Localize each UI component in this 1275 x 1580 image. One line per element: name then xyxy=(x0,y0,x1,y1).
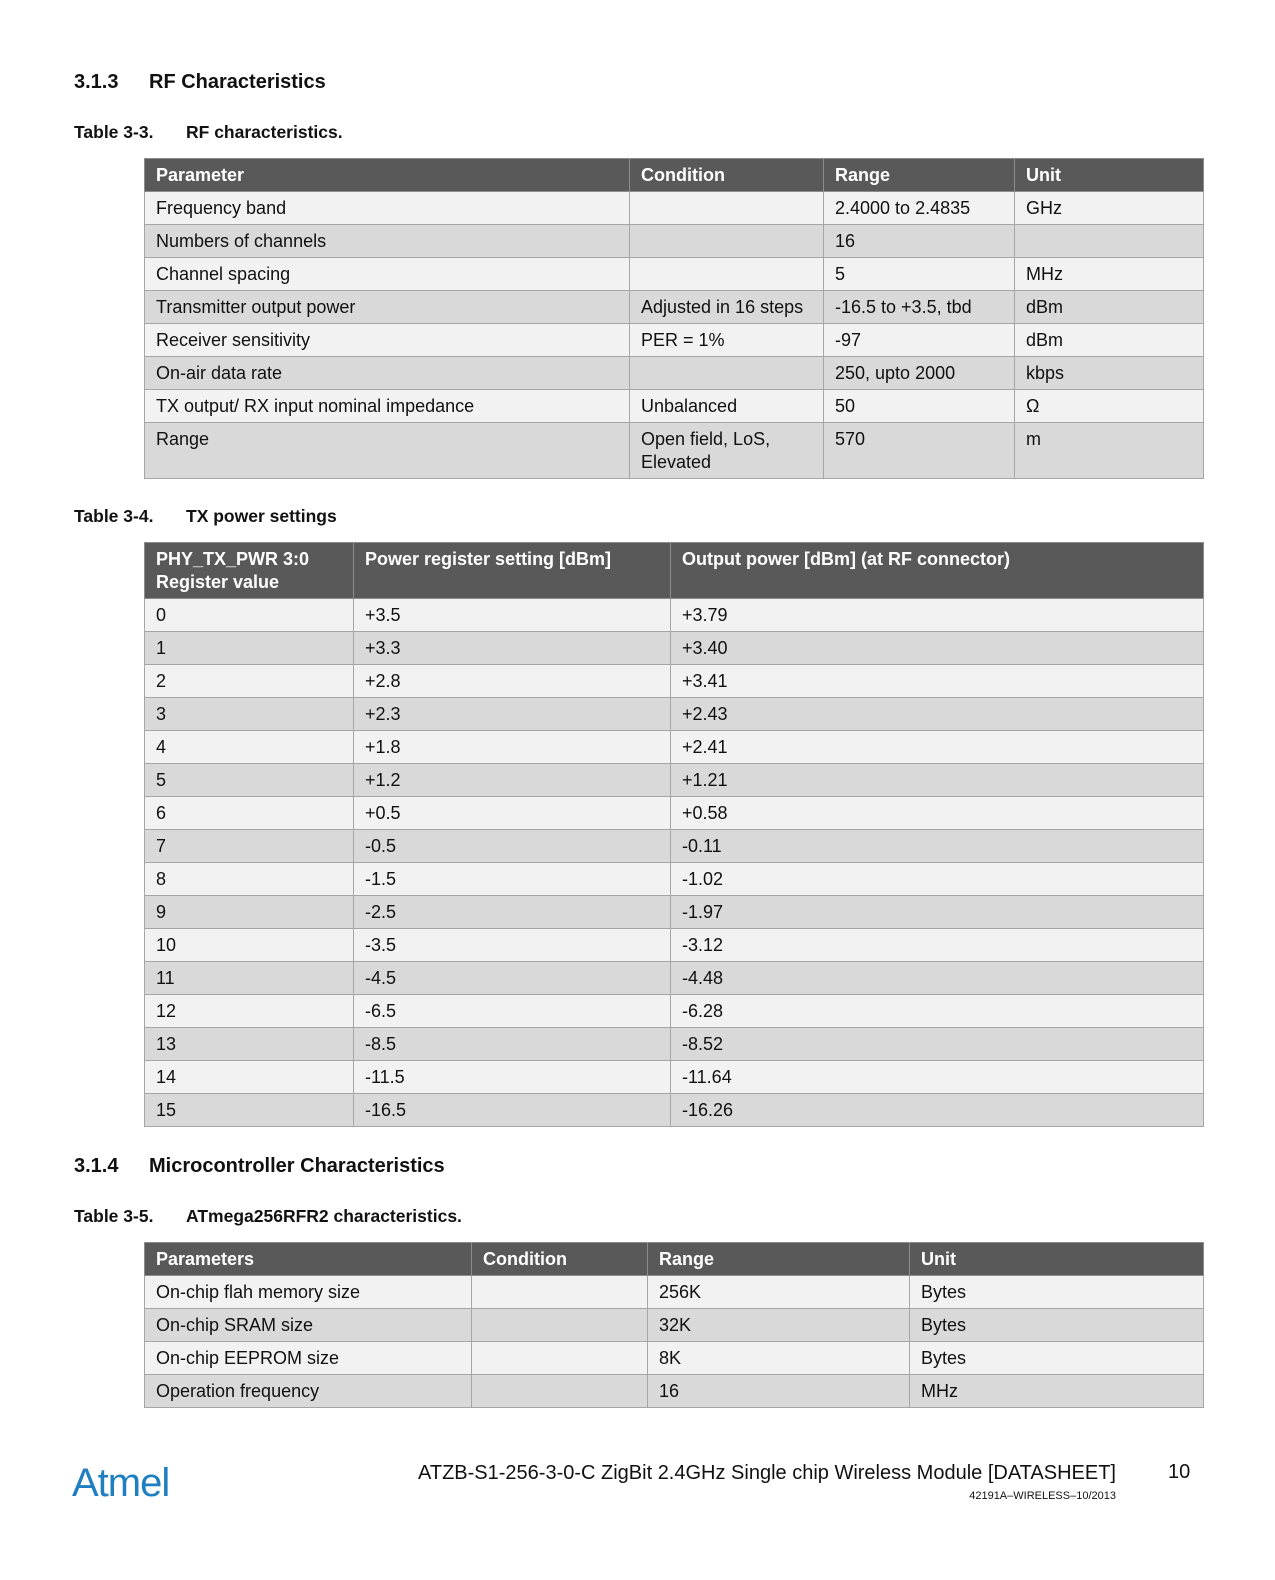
table-cell: +1.21 xyxy=(671,764,1204,797)
column-header: Condition xyxy=(630,159,824,192)
caption-number: Table 3-4. xyxy=(74,506,154,526)
table-row xyxy=(145,390,1204,423)
table-cell: Ω xyxy=(1015,390,1204,423)
table-row xyxy=(145,995,1204,1028)
caption-number: Table 3-3. xyxy=(74,122,154,142)
table-row xyxy=(145,764,1204,797)
table-cell xyxy=(1015,225,1204,258)
table-cell: -4.5 xyxy=(354,962,671,995)
caption-title: RF characteristics. xyxy=(186,122,343,142)
section-title: Microcontroller Characteristics xyxy=(149,1155,445,1177)
table-cell: Numbers of channels xyxy=(145,225,630,258)
table-cell: 9 xyxy=(145,896,354,929)
section-number: 3.1.3 xyxy=(74,71,119,93)
table-cell: 570 xyxy=(824,423,1015,479)
table-cell xyxy=(472,1276,648,1309)
table-cell: 15 xyxy=(145,1094,354,1127)
table-cell xyxy=(472,1342,648,1375)
atmel-logo xyxy=(72,1462,198,1507)
table-row xyxy=(145,192,1204,225)
table-cell: -16.5 to +3.5, tbd xyxy=(824,291,1015,324)
footer-title: ATZB-S1-256-3-0-C ZigBit 2.4GHz Single chip Wireless Module [DATASHEET] xyxy=(418,1462,1116,1484)
table-cell xyxy=(630,357,824,390)
table-header-row xyxy=(145,543,1204,599)
caption-number: Table 3-5. xyxy=(74,1206,154,1226)
table-cell: On-air data rate xyxy=(145,357,630,390)
table-cell: -11.5 xyxy=(354,1061,671,1094)
table-cell: 6 xyxy=(145,797,354,830)
table-cell: Bytes xyxy=(910,1276,1204,1309)
table-cell: +2.43 xyxy=(671,698,1204,731)
table-cell: 3 xyxy=(145,698,354,731)
table-cell xyxy=(630,192,824,225)
table-row xyxy=(145,665,1204,698)
table-cell: Bytes xyxy=(910,1342,1204,1375)
table-cell: 5 xyxy=(824,258,1015,291)
table-cell: +1.8 xyxy=(354,731,671,764)
table-cell: -11.64 xyxy=(671,1061,1204,1094)
table-row xyxy=(145,1342,1204,1375)
table-cell: +2.41 xyxy=(671,731,1204,764)
table-cell: Transmitter output power xyxy=(145,291,630,324)
table-cell: Operation frequency xyxy=(145,1375,472,1408)
column-header: Output power [dBm] (at RF connector) xyxy=(671,543,1204,599)
table-cell xyxy=(472,1309,648,1342)
table-cell: Bytes xyxy=(910,1309,1204,1342)
table-row xyxy=(145,1276,1204,1309)
table-cell: -97 xyxy=(824,324,1015,357)
table-row xyxy=(145,830,1204,863)
table-cell: Channel spacing xyxy=(145,258,630,291)
table-cell: -2.5 xyxy=(354,896,671,929)
table-cell: +2.3 xyxy=(354,698,671,731)
table-row xyxy=(145,896,1204,929)
section-number: 3.1.4 xyxy=(74,1155,119,1177)
table-cell: On-chip EEPROM size xyxy=(145,1342,472,1375)
table-cell: +0.58 xyxy=(671,797,1204,830)
tx-power-settings-table xyxy=(144,542,1204,1127)
table-cell: -4.48 xyxy=(671,962,1204,995)
table-cell: Open field, LoS, Elevated xyxy=(630,423,824,479)
table-cell: GHz xyxy=(1015,192,1204,225)
table-row xyxy=(145,962,1204,995)
table-cell: -6.28 xyxy=(671,995,1204,1028)
section-title: RF Characteristics xyxy=(149,71,326,93)
section-heading-rf xyxy=(74,71,326,94)
table-cell: 13 xyxy=(145,1028,354,1061)
table-cell: dBm xyxy=(1015,291,1204,324)
table-cell: 7 xyxy=(145,830,354,863)
table-cell: kbps xyxy=(1015,357,1204,390)
table-cell: +0.5 xyxy=(354,797,671,830)
table-cell: 10 xyxy=(145,929,354,962)
table-cell: 14 xyxy=(145,1061,354,1094)
table-header-row xyxy=(145,159,1204,192)
table-cell: PER = 1% xyxy=(630,324,824,357)
table-cell: 2.4000 to 2.4835 xyxy=(824,192,1015,225)
column-header: PHY_TX_PWR 3:0 Register value xyxy=(145,543,354,599)
table-row xyxy=(145,599,1204,632)
table-row xyxy=(145,1028,1204,1061)
section-heading-mcu xyxy=(74,1155,445,1178)
table-cell: 8 xyxy=(145,863,354,896)
table-row xyxy=(145,863,1204,896)
table-cell: TX output/ RX input nominal impedance xyxy=(145,390,630,423)
table-cell: +3.40 xyxy=(671,632,1204,665)
table-cell: 8K xyxy=(648,1342,910,1375)
column-header: Power register setting [dBm] xyxy=(354,543,671,599)
table-cell: Receiver sensitivity xyxy=(145,324,630,357)
table-cell: +1.2 xyxy=(354,764,671,797)
column-header: Unit xyxy=(1015,159,1204,192)
table-cell: +2.8 xyxy=(354,665,671,698)
table-header-row xyxy=(145,1243,1204,1276)
column-header: Unit xyxy=(910,1243,1204,1276)
table-cell: 12 xyxy=(145,995,354,1028)
caption-title: ATmega256RFR2 characteristics. xyxy=(186,1206,462,1226)
table-cell xyxy=(472,1375,648,1408)
table-row xyxy=(145,291,1204,324)
table-cell: 4 xyxy=(145,731,354,764)
table-cell: 32K xyxy=(648,1309,910,1342)
table-cell: On-chip flah memory size xyxy=(145,1276,472,1309)
table-cell: dBm xyxy=(1015,324,1204,357)
table-cell: -3.5 xyxy=(354,929,671,962)
table-cell: -16.5 xyxy=(354,1094,671,1127)
table-cell: MHz xyxy=(1015,258,1204,291)
rf-characteristics-table xyxy=(144,158,1204,479)
table-row xyxy=(145,1309,1204,1342)
table-row xyxy=(145,423,1204,479)
table-cell: 16 xyxy=(824,225,1015,258)
table-cell: 1 xyxy=(145,632,354,665)
footer-doc-code: 42191A–WIRELESS–10/2013 xyxy=(969,1490,1116,1502)
table-row xyxy=(145,698,1204,731)
table-cell: 5 xyxy=(145,764,354,797)
table-row xyxy=(145,1375,1204,1408)
table-row xyxy=(145,1061,1204,1094)
table-row xyxy=(145,324,1204,357)
table-cell: Adjusted in 16 steps xyxy=(630,291,824,324)
column-header: Range xyxy=(648,1243,910,1276)
table-cell xyxy=(630,225,824,258)
table-cell: -16.26 xyxy=(671,1094,1204,1127)
table-row xyxy=(145,797,1204,830)
table-cell xyxy=(630,258,824,291)
table-cell: -1.5 xyxy=(354,863,671,896)
table-cell: -8.52 xyxy=(671,1028,1204,1061)
table-cell: -8.5 xyxy=(354,1028,671,1061)
table-cell: -3.12 xyxy=(671,929,1204,962)
table-row xyxy=(145,225,1204,258)
table-cell: -0.5 xyxy=(354,830,671,863)
table-row xyxy=(145,929,1204,962)
table-cell: -0.11 xyxy=(671,830,1204,863)
column-header: Range xyxy=(824,159,1015,192)
table-cell: +3.3 xyxy=(354,632,671,665)
table-cell: -6.5 xyxy=(354,995,671,1028)
table-cell: 50 xyxy=(824,390,1015,423)
column-header: Parameters xyxy=(145,1243,472,1276)
table-cell: -1.02 xyxy=(671,863,1204,896)
column-header: Parameter xyxy=(145,159,630,192)
table-cell: Unbalanced xyxy=(630,390,824,423)
table-cell: Range xyxy=(145,423,630,479)
table-cell: On-chip SRAM size xyxy=(145,1309,472,1342)
table-caption-3-4 xyxy=(74,506,337,527)
table-cell: MHz xyxy=(910,1375,1204,1408)
mcu-characteristics-table xyxy=(144,1242,1204,1408)
table-cell: -1.97 xyxy=(671,896,1204,929)
table-row xyxy=(145,731,1204,764)
page-number: 10 xyxy=(1168,1461,1191,1483)
table-row xyxy=(145,258,1204,291)
table-row xyxy=(145,1094,1204,1127)
svg-text:Atmel: Atmel xyxy=(72,1462,170,1502)
table-row xyxy=(145,357,1204,390)
caption-title: TX power settings xyxy=(186,506,337,526)
table-caption-3-5 xyxy=(74,1206,462,1227)
table-cell: 2 xyxy=(145,665,354,698)
table-cell: m xyxy=(1015,423,1204,479)
table-row xyxy=(145,632,1204,665)
table-cell: +3.79 xyxy=(671,599,1204,632)
table-cell: +3.5 xyxy=(354,599,671,632)
column-header: Condition xyxy=(472,1243,648,1276)
table-cell: 16 xyxy=(648,1375,910,1408)
table-cell: 11 xyxy=(145,962,354,995)
table-cell: 256K xyxy=(648,1276,910,1309)
table-cell: 250, upto 2000 xyxy=(824,357,1015,390)
table-cell: Frequency band xyxy=(145,192,630,225)
table-cell: 0 xyxy=(145,599,354,632)
table-cell: +3.41 xyxy=(671,665,1204,698)
table-caption-3-3 xyxy=(74,122,343,143)
